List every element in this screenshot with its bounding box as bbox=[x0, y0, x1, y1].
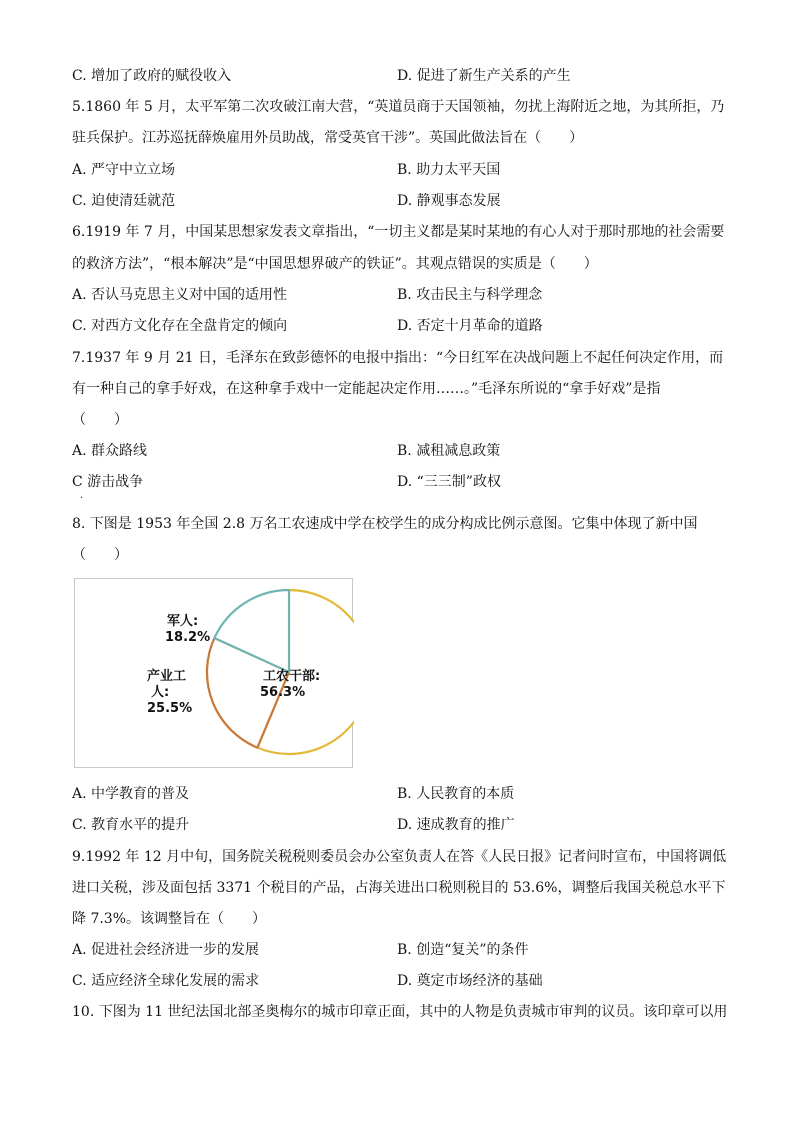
slice-label-industrial-workers-name-1: 产业工 bbox=[147, 669, 187, 684]
slice-label-industrial-workers-name-2: 人: bbox=[151, 685, 170, 700]
q6-option-c: C. 对西方文化存在全盘肯定的倾向 bbox=[72, 318, 288, 334]
q9-stem-line-1: 9.1992 年 12 月中旬，国务院关税税则委员会办公室负责人在答《人民日报》记者问时宣布，中国将调低 bbox=[72, 849, 727, 865]
q9-option-d: D. 奠定市场经济的基础 bbox=[397, 973, 543, 989]
q6-stem-line-1: 6.1919 年 7 月，中国某思想家发表文章指出，“一切主义都是某时某地的有心人对于那时那地的社会需要 bbox=[72, 224, 725, 240]
q5-option-b: B. 助力太平天国 bbox=[397, 162, 501, 178]
q8-option-b: B. 人民教育的本质 bbox=[397, 786, 515, 802]
q7-option-d: D. “三三制”政权 bbox=[397, 474, 501, 490]
q7-stem-line-2: 有一种自己的拿手好戏，在这种拿手戏中一定能起决定作用……。”毛泽东所说的“拿手好戏”是指 bbox=[72, 381, 661, 397]
q5-option-d: D. 静观事态发展 bbox=[397, 193, 501, 209]
q5-stem-line-1: 5.1860 年 5 月，太平军第二次攻破江南大营，“英道员商于天国领袖，勿扰上海附近之地，为其所拒，乃 bbox=[72, 99, 725, 115]
slice-label-military-value: 18.2% bbox=[165, 630, 211, 645]
slice-label-industrial-workers bbox=[147, 668, 192, 716]
q10-stem-line-1: 10. 下图为 11 世纪法国北部圣奥梅尔的城市印章正面，其中的人物是负责城市审判的议员。该印章可以用 bbox=[72, 1004, 728, 1020]
q9-option-c: C. 适应经济全球化发展的需求 bbox=[72, 973, 260, 989]
q8-option-a: A. 中学教育的普及 bbox=[72, 786, 190, 802]
q9-stem-line-2: 进口关税，涉及面包括 3371 个税目的产品，占海关进出口税则税目的 53.6%，调整后我国关税总水平下 bbox=[72, 880, 726, 896]
q8-stem-line-2: （ ） bbox=[72, 547, 128, 563]
q7-option-c: C 游击战争 bbox=[72, 474, 144, 490]
stray-dot: . bbox=[80, 490, 84, 501]
slice-label-military-name: 军人: bbox=[167, 614, 199, 629]
q7-stem-line-1: 7.1937 年 9 月 21 日，毛泽东在致彭德怀的电报中指出：“今日红军在决战问题上不起任何决定作用，而 bbox=[72, 350, 724, 366]
pie-chart bbox=[75, 579, 354, 769]
q6-stem-line-2: 的救济方法”，“根本解决”是“中国思想界破产的铁证”。其观点错误的实质是（ ） bbox=[72, 256, 598, 272]
slice-label-industrial-workers-value: 25.5% bbox=[147, 701, 193, 716]
pie-chart-figure bbox=[74, 578, 353, 768]
q5-option-a: A. 严守中立立场 bbox=[72, 162, 176, 178]
slice-label-cadres-value: 56.3% bbox=[260, 685, 306, 700]
q5-option-c: C. 迫使清廷就范 bbox=[72, 193, 176, 209]
q6-option-b: B. 攻击民主与科学理念 bbox=[397, 287, 543, 303]
q5-stem-line-2: 驻兵保护。江苏巡抚薛焕雇用外员助战，常受英官干涉”。英国此做法旨在（ ） bbox=[72, 130, 584, 146]
q8-option-c: C. 教育水平的提升 bbox=[72, 817, 190, 833]
q6-option-a: A. 否认马克思主义对中国的适用性 bbox=[72, 287, 288, 303]
slice-label-cadres-name: 工农干部: bbox=[263, 669, 321, 684]
q4-option-c: C. 增加了政府的赋役收入 bbox=[72, 68, 232, 84]
q7-stem-line-3: （ ） bbox=[72, 412, 128, 428]
q7-option-a: A. 群众路线 bbox=[72, 443, 148, 459]
q4-option-d: D. 促进了新生产关系的产生 bbox=[397, 68, 571, 84]
q9-option-a: A. 促进社会经济进一步的发展 bbox=[72, 942, 260, 958]
q6-option-d: D. 否定十月革命的道路 bbox=[397, 318, 543, 334]
q8-stem-line-1: 8. 下图是 1953 年全国 2.8 万名工农速成中学在校学生的成分构成比例示意图。它集中体现了新中国 bbox=[72, 516, 698, 532]
q7-option-b: B. 减租减息政策 bbox=[397, 443, 501, 459]
q8-option-d: D. 速成教育的推广 bbox=[397, 817, 515, 833]
q9-option-b: B. 创造“复关”的条件 bbox=[397, 942, 529, 958]
q9-stem-line-3: 降 7.3%。该调整旨在（ ） bbox=[72, 911, 267, 927]
slice-label-military bbox=[165, 614, 210, 645]
